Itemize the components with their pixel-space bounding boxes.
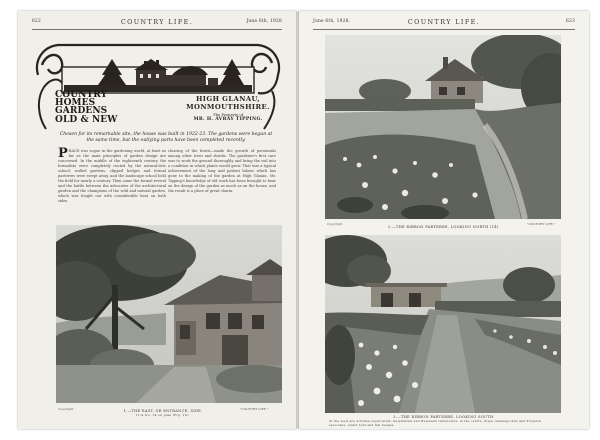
series-title: [55, 91, 145, 124]
body-column-2: clearing of the forest—made the growth of perennials among other trees and shrubs. The gardener's first care was to work the ground thoroughly and bring the soil into a condition in which plants would grow. That was a typical achievement of the long and patient labour which has gone to the making of the garden at High Glanau. Mr. Tipping's knowledge of old work has been brought to bear on the design of the garden as much as on the house, and the result is a place of great charm.: [168, 149, 276, 193]
right-magazine-title: COUNTRY LIFE.: [407, 18, 481, 26]
photo-caption-south-sub: At the west are Achillea eupatorium, Delphinium and Helenium ranunculus; in the centre, Stipa calamagrostis and Erigeron speciosus, under bold and tall hedges.: [329, 419, 542, 427]
photo-entrance-side: [56, 225, 282, 403]
series-title-line: HOMES: [55, 98, 96, 109]
photo-parterre-south: [325, 235, 561, 413]
left-page: [18, 11, 296, 429]
feature-county: MONMOUTHSHIRE.: [186, 103, 270, 111]
series-title-line: GARDENS: [55, 106, 108, 117]
photo-parterre-south-image: [325, 235, 561, 413]
drop-cap: P: [58, 146, 68, 161]
photo-caption-south: [329, 415, 559, 427]
photo-caption-south-title: 3.—THE RIBBON PARTERRE, LOOKING SOUTH.: [393, 415, 495, 419]
feature-heading: [168, 95, 288, 122]
photo-entrance-side-image: [56, 225, 282, 403]
photo-caption: [98, 409, 228, 417]
photo-parterre-north: [325, 35, 561, 219]
series-title-line: COUNTRY: [55, 90, 108, 100]
photo-caption-sub: It is No. 14 on plan (Fig. 15).: [136, 413, 190, 417]
left-head-rule: [32, 29, 282, 30]
feature-place-name: HIGH GLANAU,: [195, 95, 260, 103]
standfirst: Chosen for its remarkable site, the house was built in 1922-23. The gardens were begun at the same time, but the outlying parts have been completed recently.: [59, 132, 273, 143]
left-photo-credit-cl: "COUNTRY LIFE.": [240, 407, 269, 411]
right-photo-credit-copyright: Copyright.: [327, 222, 344, 226]
left-page-number: 622: [32, 19, 41, 24]
left-photo-credit-copyright: Copyright.: [58, 407, 75, 411]
right-photo-credit-cl: "COUNTRY LIFE.": [527, 222, 556, 226]
photo-caption-north: 2.—THE RIBBON PARTERRE, LOOKING NORTH (14).: [387, 225, 501, 229]
left-magazine-title: COUNTRY LIFE.: [120, 18, 194, 26]
right-issue-date: June 6th, 1928.: [313, 19, 351, 24]
feature-owner: MR. H. AVRAY TIPPING.: [193, 117, 263, 122]
right-head-rule: [313, 29, 575, 30]
series-title-line: OLD & NEW: [55, 114, 118, 125]
right-page: [299, 11, 589, 429]
body-column-1: [58, 146, 166, 204]
photo-parterre-north-image: [325, 35, 561, 219]
feature-owner-intro: The Property of: [212, 112, 244, 117]
body-text: RACE was vogue in the gardening world, at least as far as the main principles of garden design are concerned. In the middle of the eighteenth century the formalists were completely routed by the natural-istic school; walled gardens, clipped hedges and formal parterres were swept away, and the landscape school held the field for nearly a century. Then came the formal revival and the battle between the advocates of the architectural garden and the champions of the wild and natural garden, which was fought out with considerable heat on both sides.: [58, 149, 166, 203]
photo-caption-title: 1.—THE EAST, OR ENTRANCE, SIDE.: [123, 409, 203, 413]
right-page-number: 623: [566, 19, 575, 24]
left-issue-date: June 6th, 1928: [246, 19, 282, 24]
